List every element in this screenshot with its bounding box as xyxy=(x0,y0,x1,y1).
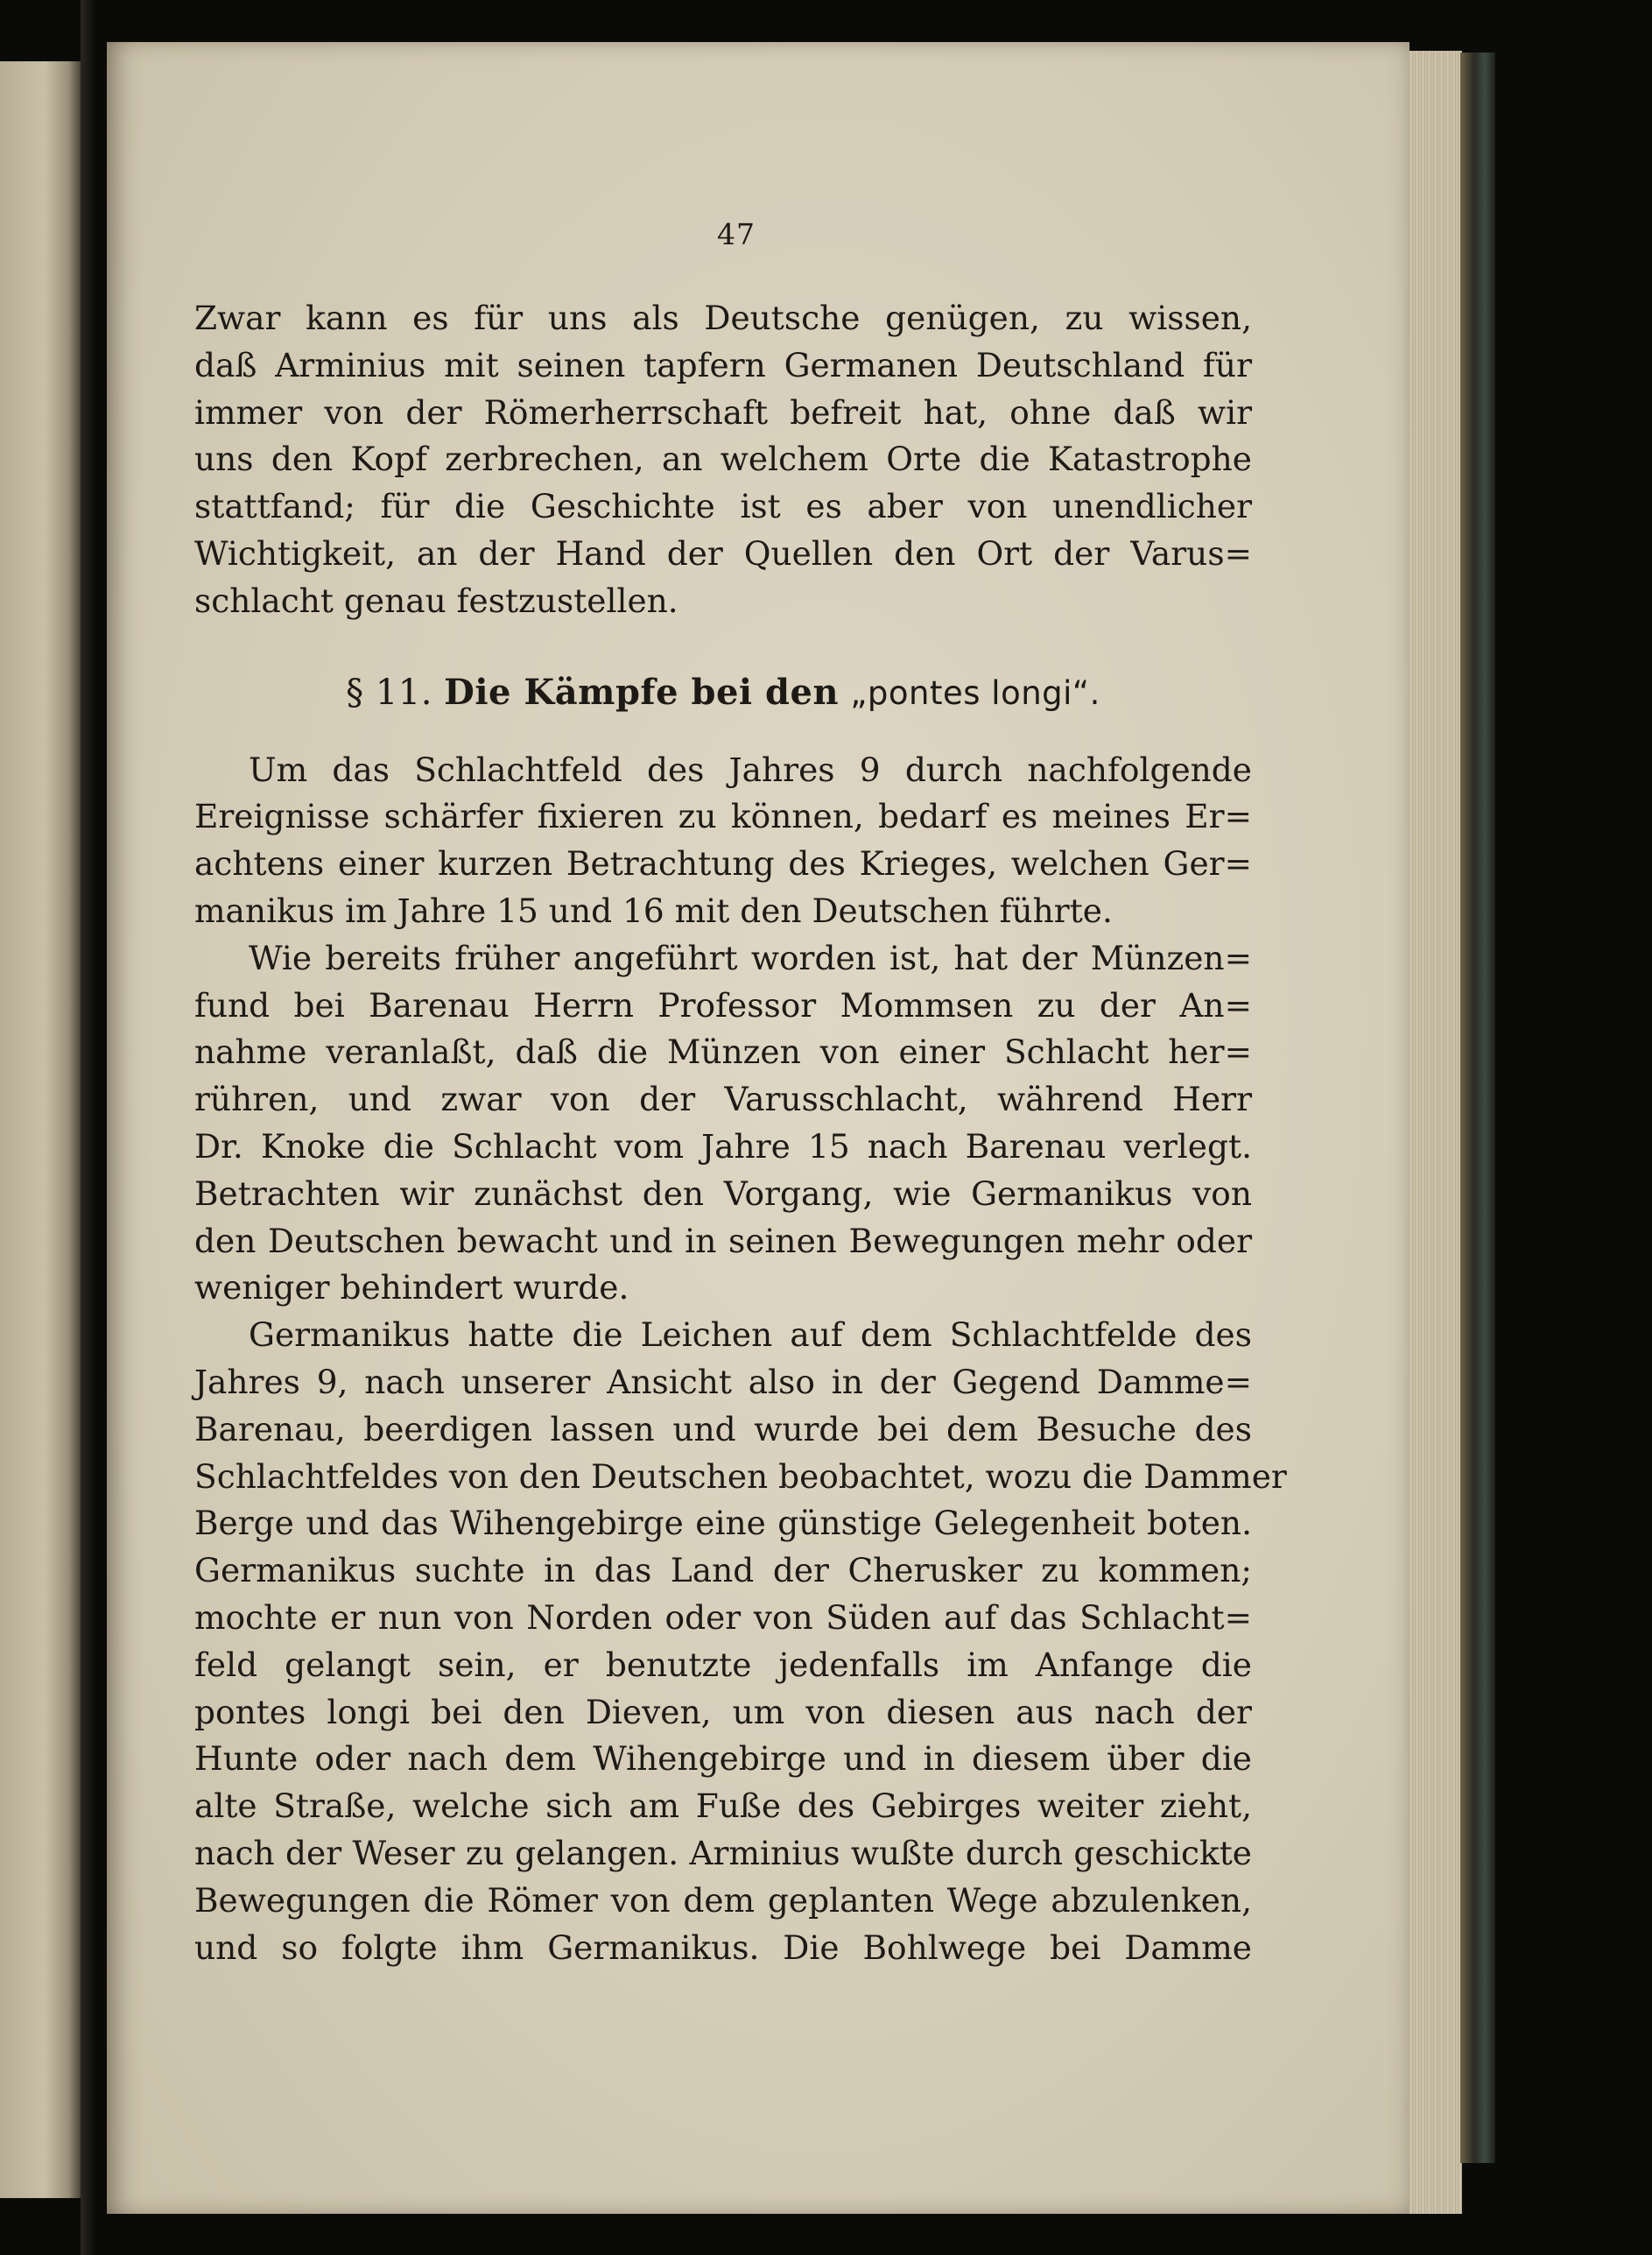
paragraph-1 xyxy=(194,747,1252,935)
text-line: feld gelangt sein, er benutzte jedenfalls im Anfange die xyxy=(194,1645,1252,1684)
text-line: uns den Kopf zerbrechen, an welchem Orte die Katastrophe xyxy=(194,440,1252,479)
text-line: weniger behindert wurde. xyxy=(194,1268,629,1307)
text-line: Wie bereits früher angeführt worden ist, hat der Münzen= xyxy=(249,938,1252,977)
text-line: schlacht genau festzustellen. xyxy=(194,581,678,620)
book-cover-edge xyxy=(1460,53,1495,2163)
text-line: Wichtigkeit, an der Hand der Quellen den Ort der Varus= xyxy=(194,533,1252,573)
section-title-latin: „pontes longi“. xyxy=(850,673,1100,712)
text-line: Bewegungen die Römer von dem geplanten Wege abzulenken, xyxy=(194,1880,1252,1920)
intro-paragraph xyxy=(194,295,1252,625)
text-line: mochte er nun von Norden oder von Süden auf das Schlacht= xyxy=(194,1597,1252,1637)
text-line: Dr. Knoke die Schlacht vom Jahre 15 nach Barenau verlegt. xyxy=(194,1126,1252,1166)
text-line: fund bei Barenau Herrn Professor Mommsen zu der An= xyxy=(194,985,1252,1025)
text-line: Betrachten wir zunächst den Vorgang, wie Germanikus von xyxy=(194,1173,1252,1213)
facing-page-edge xyxy=(0,61,81,2198)
section-heading xyxy=(194,669,1252,717)
text-line: Barenau, beerdigen lassen und wurde bei dem Besuche des xyxy=(194,1409,1252,1448)
paragraph-3 xyxy=(194,1312,1287,1971)
text-line: stattfand; für die Geschichte ist es aber von unendlicher xyxy=(194,487,1252,526)
text-line: Ereignisse schärfer fixieren zu können, bedarf es meines Er= xyxy=(194,797,1252,836)
book-page xyxy=(107,42,1409,2214)
page-number: 47 xyxy=(717,217,756,251)
text-line: nahme veranlaßt, daß die Münzen von einer Schlacht her= xyxy=(194,1032,1252,1072)
text-line: nach der Weser zu gelangen. Arminius wußte durch geschickte xyxy=(194,1833,1252,1872)
text-line: Jahres 9, nach unserer Ansicht also in der Gegend Damme= xyxy=(194,1362,1252,1401)
text-line: Germanikus hatte die Leichen auf dem Schlachtfelde des xyxy=(249,1315,1252,1355)
text-line: Um das Schlachtfeld des Jahres 9 durch nachfolgende xyxy=(249,750,1252,789)
section-number: § 11. xyxy=(346,672,432,713)
text-line: Hunte oder nach dem Wihengebirge und in diesem über die xyxy=(194,1739,1252,1779)
paragraph-2 xyxy=(194,935,1252,1312)
section-title: Die Kämpfe bei den xyxy=(444,671,840,713)
text-line: daß Arminius mit seinen tapfern Germanen Deutschland für xyxy=(194,345,1252,384)
page-text xyxy=(194,217,1287,1971)
text-line: rühren, und zwar von der Varusschlacht, während Herr xyxy=(194,1080,1252,1119)
text-line: Germanikus suchte in das Land der Cherusker zu kommen; xyxy=(194,1551,1252,1590)
text-line: den Deutschen bewacht und in seinen Bewegungen mehr oder xyxy=(194,1221,1252,1260)
text-line: manikus im Jahre 15 und 16 mit den Deutschen führte. xyxy=(194,891,1113,930)
text-line: Schlachtfeldes von den Deutschen beobachtet, wozu die Dammer xyxy=(194,1456,1287,1496)
page-edges xyxy=(1401,51,1462,2214)
book-gutter xyxy=(81,0,107,2255)
text-line: pontes longi bei den Dieven, um von diesen aus nach der xyxy=(194,1692,1252,1731)
text-line: Zwar kann es für uns als Deutsche genügen, zu wissen, xyxy=(194,299,1252,337)
text-line: achtens einer kurzen Betrachtung des Krieges, welchen Ger= xyxy=(194,844,1252,884)
text-line: Berge und das Wihengebirge eine günstige Gelegenheit boten. xyxy=(194,1504,1252,1543)
text-line: und so folgte ihm Germanikus. Die Bohlwege bei Damme xyxy=(194,1927,1252,1967)
text-line: alte Straße, welche sich am Fuße des Gebirges weiter zieht, xyxy=(194,1786,1252,1826)
text-line: immer von der Römerherrschaft befreit hat, ohne daß wir xyxy=(194,392,1252,432)
